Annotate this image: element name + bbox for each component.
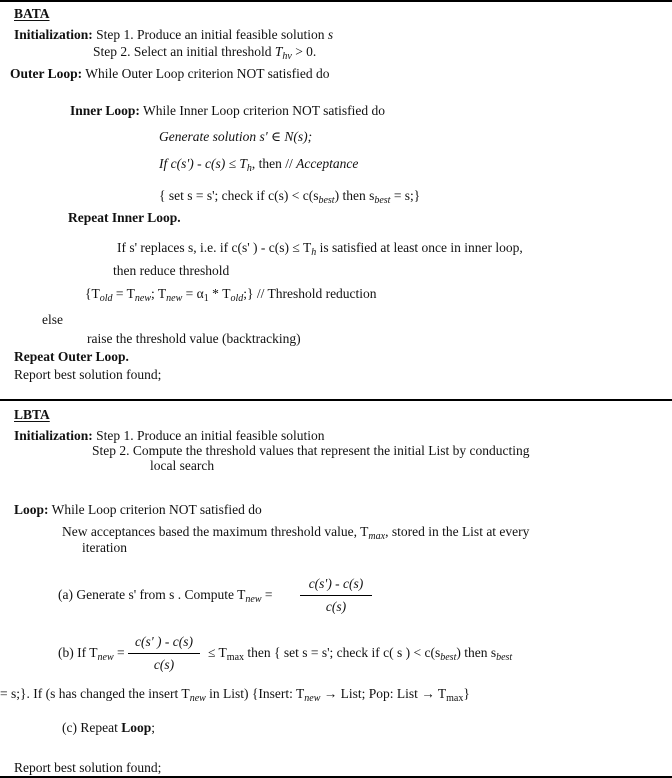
lbta-b-eq: = bbox=[116, 645, 125, 660]
bata-reduce: then reduce threshold bbox=[113, 263, 230, 278]
bata-title: BATA bbox=[14, 6, 50, 21]
bata-step2-post: > 0. bbox=[291, 44, 317, 59]
lbta-a-eq: = bbox=[264, 587, 273, 602]
lbta-step-a bbox=[58, 587, 273, 603]
bata-if-replaces-pre: If s' replaces s, i.e. if c(s' ) - c(s) ≤ T bbox=[117, 240, 312, 255]
bata-acceptance: Acceptance bbox=[296, 156, 359, 171]
bata-if-replaces-post: is satisfied at least once in inner loop, bbox=[316, 240, 523, 255]
bata-step1-var: s bbox=[327, 27, 334, 42]
bata-best-sub-1: best bbox=[318, 195, 335, 206]
lbta-b-post-1: ≤ T bbox=[208, 645, 227, 660]
bata-if-mid: , then // bbox=[251, 156, 297, 171]
lbta-max-sub-b: max bbox=[226, 652, 245, 663]
bata-tred-5: * T bbox=[208, 286, 231, 301]
lbta-new-sub-a: new bbox=[245, 594, 262, 605]
section-divider bbox=[0, 399, 672, 401]
bata-threshold-reduction bbox=[85, 286, 377, 302]
bata-outer-loop bbox=[10, 66, 329, 82]
top-rule bbox=[0, 0, 672, 2]
lbta-new-sub-c2: new bbox=[304, 693, 321, 704]
lbta-a-fraction-bar bbox=[300, 595, 372, 596]
bata-else: else bbox=[42, 312, 63, 327]
lbta-b-denominator: c(s) bbox=[153, 657, 175, 672]
lbta-loop-text: While Loop criterion NOT satisfied do bbox=[51, 502, 262, 517]
lbta-step2b: local search bbox=[150, 458, 215, 473]
bata-generate: Generate solution s' ∈ N(s); bbox=[159, 129, 313, 144]
lbta-b-post-2: then { set s = s'; check if c( s ) < c(s bbox=[247, 645, 441, 660]
lbta-c-pre: (c) Repeat bbox=[62, 720, 122, 735]
bata-inner-text: While Inner Loop criterion NOT satisfied do bbox=[143, 103, 385, 118]
lbta-step-b-left bbox=[58, 645, 125, 661]
bata-set-mid: ) then s bbox=[334, 188, 375, 203]
lbta-cont-4: } bbox=[463, 686, 470, 701]
bata-th-sub: h bbox=[246, 163, 252, 174]
lbta-continuation bbox=[0, 686, 470, 702]
bata-inner-label: Inner Loop: bbox=[70, 103, 140, 118]
lbta-step-c bbox=[62, 720, 155, 736]
lbta-b-post-3: ) then s bbox=[456, 645, 497, 660]
lbta-title: LBTA bbox=[14, 407, 50, 422]
bata-tred-6: ;} // Threshold reduction bbox=[243, 286, 377, 301]
bata-set-pre: { set s = s'; check if c(s) < c(s bbox=[159, 188, 319, 203]
bata-old-sub-2: old bbox=[230, 293, 244, 304]
bata-thv-var: T bbox=[274, 44, 283, 59]
bata-alpha-sub: 1 bbox=[203, 293, 209, 304]
lbta-a-pre: (a) Generate s' from s . Compute T bbox=[58, 587, 246, 602]
lbta-step2a: Step 2. Compute the threshold values that represent the initial List by conducting bbox=[92, 443, 530, 458]
bata-tred-2: = T bbox=[112, 286, 135, 301]
bata-repeat-inner: Repeat Inner Loop. bbox=[68, 210, 181, 225]
lbta-cont-2: in List) {Insert: T bbox=[205, 686, 305, 701]
bata-step2 bbox=[93, 44, 316, 60]
bata-old-sub-1: old bbox=[99, 293, 113, 304]
lbta-step1-text: Step 1. Produce an initial feasible solution bbox=[96, 428, 325, 443]
bata-outer-label: Outer Loop: bbox=[10, 66, 83, 81]
lbta-b-fraction bbox=[128, 634, 200, 673]
lbta-iteration: iteration bbox=[82, 540, 127, 555]
bata-inner-loop bbox=[70, 103, 385, 119]
lbta-new-sub-c1: new bbox=[189, 693, 206, 704]
bata-tred-3: ; T bbox=[151, 286, 167, 301]
lbta-a-denominator: c(s) bbox=[325, 599, 347, 614]
lbta-new-acceptances bbox=[62, 524, 529, 540]
lbta-new-acc-pre: New acceptances based the maximum threshold value, T bbox=[62, 524, 369, 539]
lbta-loop-label: Loop: bbox=[14, 502, 49, 517]
bata-new-sub-1: new bbox=[134, 293, 151, 304]
lbta-max-sub-1: max bbox=[368, 531, 386, 542]
lbta-new-sub-b: new bbox=[97, 652, 114, 663]
bata-tred-1: {T bbox=[85, 286, 100, 301]
bata-report: Report best solution found; bbox=[14, 367, 162, 382]
bata-tred-4: = α bbox=[182, 286, 204, 301]
lbta-c-post: ; bbox=[151, 720, 155, 735]
lbta-init-label: Initialization: bbox=[14, 428, 93, 443]
lbta-report: Report best solution found; bbox=[14, 760, 162, 775]
bata-if-acceptance bbox=[159, 156, 358, 172]
bata-raise: raise the threshold value (backtracking) bbox=[87, 331, 301, 346]
lbta-best-sub-b2: best bbox=[496, 652, 513, 663]
lbta-cont-3: → List; Pop: List → T bbox=[320, 686, 447, 701]
lbta-a-fraction bbox=[300, 576, 372, 615]
bata-set-post: = s;} bbox=[390, 188, 421, 203]
bata-step2-text: Step 2. Select an initial threshold bbox=[93, 44, 272, 59]
lbta-step1 bbox=[14, 428, 324, 444]
bata-if-cond: If c(s') - c(s) ≤ T bbox=[159, 156, 247, 171]
lbta-step-b-right bbox=[208, 645, 512, 661]
bata-step1-text: Step 1. Produce an initial feasible solution bbox=[96, 27, 325, 42]
bata-step1 bbox=[14, 27, 333, 43]
lbta-best-sub-b1: best bbox=[440, 652, 457, 663]
lbta-cont-1: = s;}. If (s has changed the insert T bbox=[0, 686, 190, 701]
lbta-loop bbox=[14, 502, 262, 518]
bata-outer-text: While Outer Loop criterion NOT satisfied do bbox=[85, 66, 330, 81]
lbta-a-numerator: c(s') - c(s) bbox=[308, 576, 364, 591]
bata-set-best bbox=[159, 188, 420, 204]
lbta-c-loop: Loop bbox=[121, 720, 152, 735]
bata-thv-sub: hv bbox=[282, 51, 292, 62]
lbta-b-numerator: c(s' ) - c(s) bbox=[135, 634, 193, 649]
lbta-new-acc-post: , stored in the List at every bbox=[385, 524, 530, 539]
lbta-b-fraction-bar bbox=[128, 653, 200, 654]
bata-repeat-outer: Repeat Outer Loop. bbox=[14, 349, 129, 364]
bata-new-sub-2: new bbox=[166, 293, 183, 304]
lbta-b-pre: (b) If T bbox=[58, 645, 98, 660]
bata-if-replaces bbox=[117, 240, 523, 256]
bata-best-sub-2: best bbox=[374, 195, 391, 206]
bata-th-sub-2: h bbox=[311, 247, 317, 258]
lbta-max-sub-c: max bbox=[446, 693, 464, 704]
bata-init-label: Initialization: bbox=[14, 27, 93, 42]
